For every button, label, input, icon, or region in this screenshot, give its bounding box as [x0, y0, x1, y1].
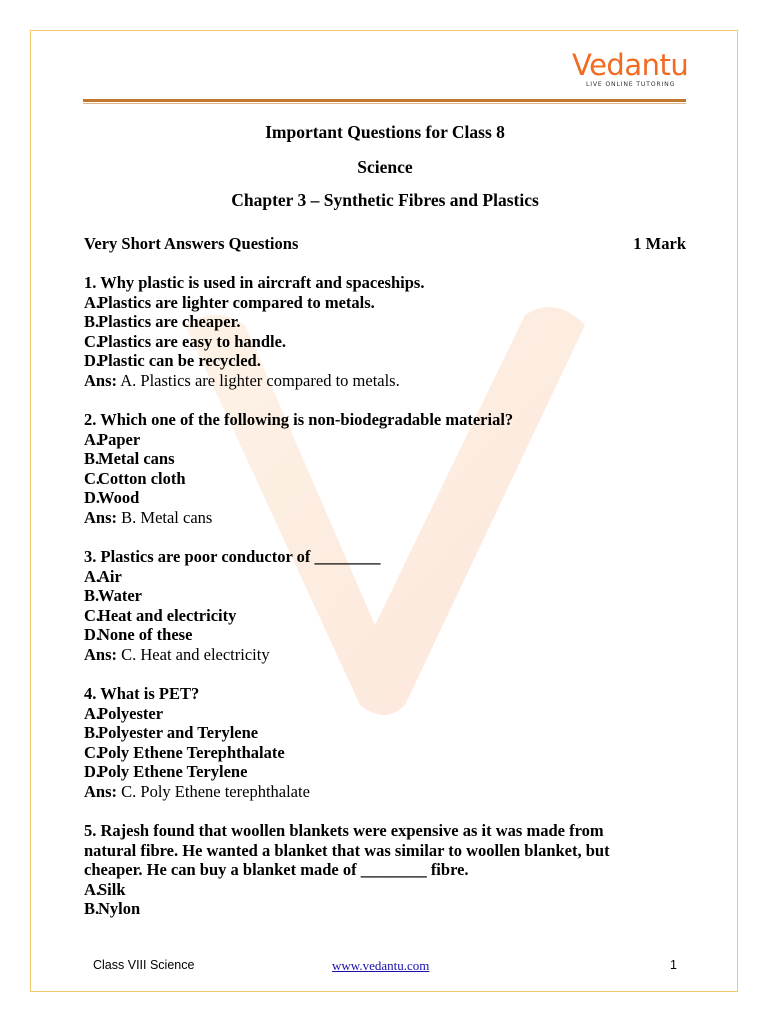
- logo-tagline: LIVE ONLINE TUTORING: [586, 81, 676, 88]
- page-number: 1: [670, 958, 677, 972]
- option-b: B. Polyester and Terylene: [84, 723, 259, 742]
- logo-wordmark: Vedantu: [572, 48, 689, 82]
- option-b: B. Plastics are cheaper.: [84, 312, 241, 331]
- question-1: [84, 273, 688, 390]
- option-a: A. Plastics are lighter compared to metals.: [84, 292, 375, 312]
- option-b: B. Nylon: [84, 899, 141, 918]
- option-c: C. Plastics are easy to handle.: [84, 331, 287, 351]
- section-label: Very Short Answers Questions: [84, 234, 299, 253]
- footer-website-link[interactable]: www.vedantu.com: [332, 958, 430, 973]
- option-d: D. None of these: [84, 625, 193, 644]
- option-c: C. Poly Ethene Terephthalate: [84, 742, 285, 762]
- question-text: 4. What is PET?: [84, 684, 200, 703]
- answer: Ans: B. Metal cans: [84, 507, 213, 527]
- footer-label: Class VIII Science: [93, 958, 195, 972]
- question-text-line: cheaper. He can buy a blanket made of ________ fibre.: [84, 860, 469, 879]
- question-2: [84, 410, 688, 527]
- vedantu-logo: [572, 48, 692, 92]
- option-c: C. Cotton cloth: [84, 468, 186, 488]
- option-b: B. Water: [84, 586, 142, 605]
- answer: Ans: A. Plastics are lighter compared to metals.: [84, 370, 400, 390]
- question-text: 3. Plastics are poor conductor of ________: [84, 547, 381, 566]
- section-marks: 1 Mark: [633, 234, 686, 253]
- option-a: A. Polyester: [84, 703, 164, 723]
- answer: Ans: C. Poly Ethene terephthalate: [84, 781, 310, 801]
- option-d: D. Wood: [84, 488, 140, 507]
- option-d: D. Plastic can be recycled.: [84, 351, 261, 370]
- question-5: [84, 821, 688, 919]
- answer: Ans: C. Heat and electricity: [84, 644, 270, 664]
- option-c: C. Heat and electricity: [84, 605, 237, 625]
- question-text: 5. Rajesh found that woollen blankets were expensive as it was made from: [84, 821, 604, 840]
- option-a: A. Paper: [84, 429, 141, 449]
- doc-title: Important Questions for Class 8: [265, 122, 505, 142]
- option-d: D. Poly Ethene Terylene: [84, 762, 248, 781]
- option-a: A. Silk: [84, 879, 126, 899]
- doc-chapter: Chapter 3 – Synthetic Fibres and Plastics: [231, 190, 539, 210]
- option-a: A. Air: [84, 566, 122, 586]
- section-header: [84, 234, 686, 254]
- header-rule-thin: [83, 103, 686, 104]
- option-b: B. Metal cans: [84, 449, 175, 468]
- doc-subject: Science: [357, 157, 413, 177]
- question-3: [84, 547, 688, 664]
- question-text-line: natural fibre. He wanted a blanket that was similar to woollen blanket, but: [84, 840, 610, 860]
- header-rule: [83, 99, 686, 102]
- question-text: 1. Why plastic is used in aircraft and spaceships.: [84, 273, 425, 292]
- question-4: [84, 684, 688, 801]
- question-text: 2. Which one of the following is non-biodegradable material?: [84, 410, 514, 429]
